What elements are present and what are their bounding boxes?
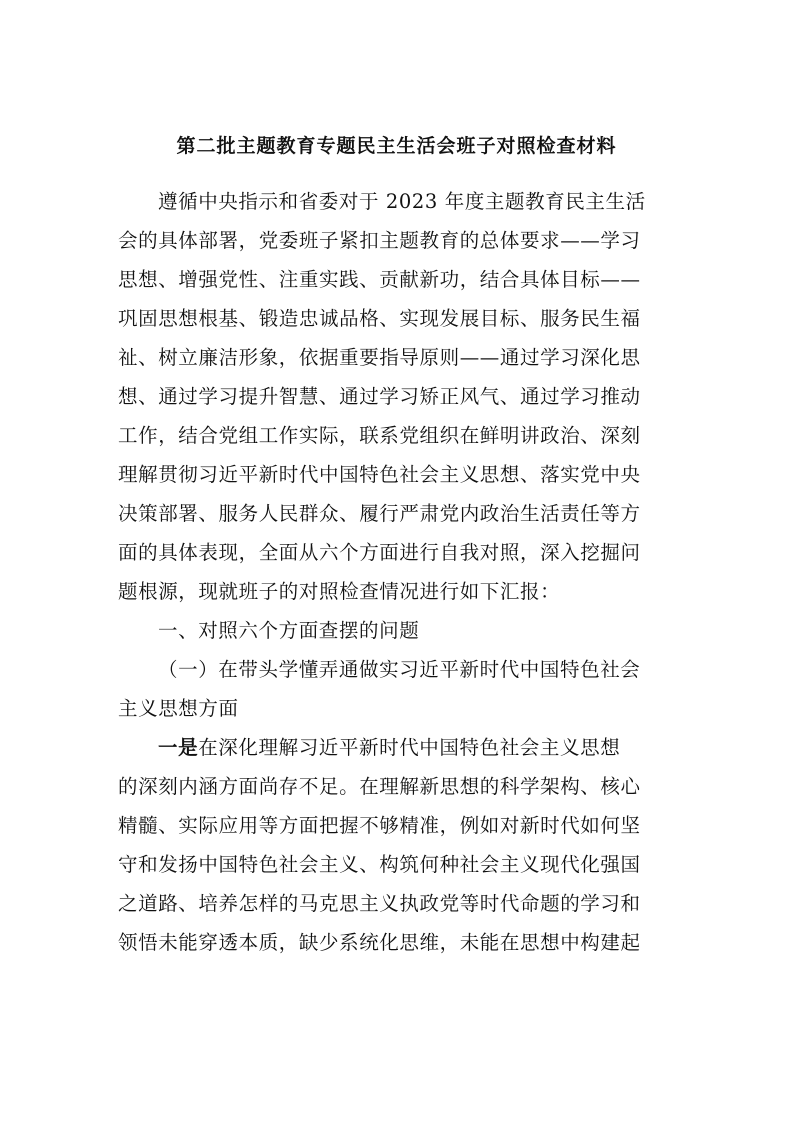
subsection-heading-line: 主义思想方面 (118, 697, 239, 720)
section-heading: 一、对照六个方面查摆的问题 (158, 619, 420, 642)
point-lead: 一是 (158, 736, 199, 759)
paragraph-line: 精髓、实际应用等方面把握不够精准，例如对新时代如何坚 (118, 814, 641, 837)
paragraph-line: 祉、树立廉洁形象，依据重要指导原则——通过学习深化思 (118, 346, 641, 369)
paragraph-line: 领悟未能穿透本质，缺少系统化思维，未能在思想中构建起 (118, 931, 641, 954)
paragraph-line: 守和发扬中国特色社会主义、构筑何种社会主义现代化强国 (118, 853, 641, 876)
paragraph-line: 工作，结合党组工作实际，联系党组织在鲜明讲政治、深刻 (118, 424, 641, 447)
paragraph-line: 巩固思想根基、锻造忠诚品格、实现发展目标、服务民生福 (118, 307, 641, 330)
point-first-line (158, 735, 620, 761)
paragraph-line: 题根源，现就班子的对照检查情况进行如下汇报： (118, 580, 561, 603)
document-title: 第二批主题教育专题民主生活会班子对照检查材料 (176, 135, 617, 157)
paragraph-line: 思想、增强党性、注重实践、贡献新功，结合具体目标—— (118, 268, 641, 291)
paragraph-line: 想、通过学习提升智慧、通过学习矫正风气、通过学习推动 (118, 385, 641, 408)
paragraph-line: 之道路、培养怎样的马克思主义执政党等时代命题的学习和 (118, 892, 641, 915)
subsection-heading-line: （一）在带头学懂弄通做实习近平新时代中国特色社会 (158, 658, 641, 681)
paragraph-line: 遵循中央指示和省委对于 2023 年度主题教育民主生活 (158, 190, 646, 213)
paragraph-line: 面的具体表现，全面从六个方面进行自我对照，深入挖掘问 (118, 541, 641, 564)
paragraph-line: 决策部署、服务人民群众、履行严肃党内政治生活责任等方 (118, 502, 641, 525)
paragraph-line: 会的具体部署，党委班子紧扣主题教育的总体要求——学习 (118, 229, 641, 252)
paragraph-line: 的深刻内涵方面尚存不足。在理解新思想的科学架构、核心 (118, 775, 641, 798)
point-first-line-text: 在深化理解习近平新时代中国特色社会主义思想 (198, 736, 621, 759)
paragraph-line: 理解贯彻习近平新时代中国特色社会主义思想、落实党中央 (118, 463, 641, 486)
